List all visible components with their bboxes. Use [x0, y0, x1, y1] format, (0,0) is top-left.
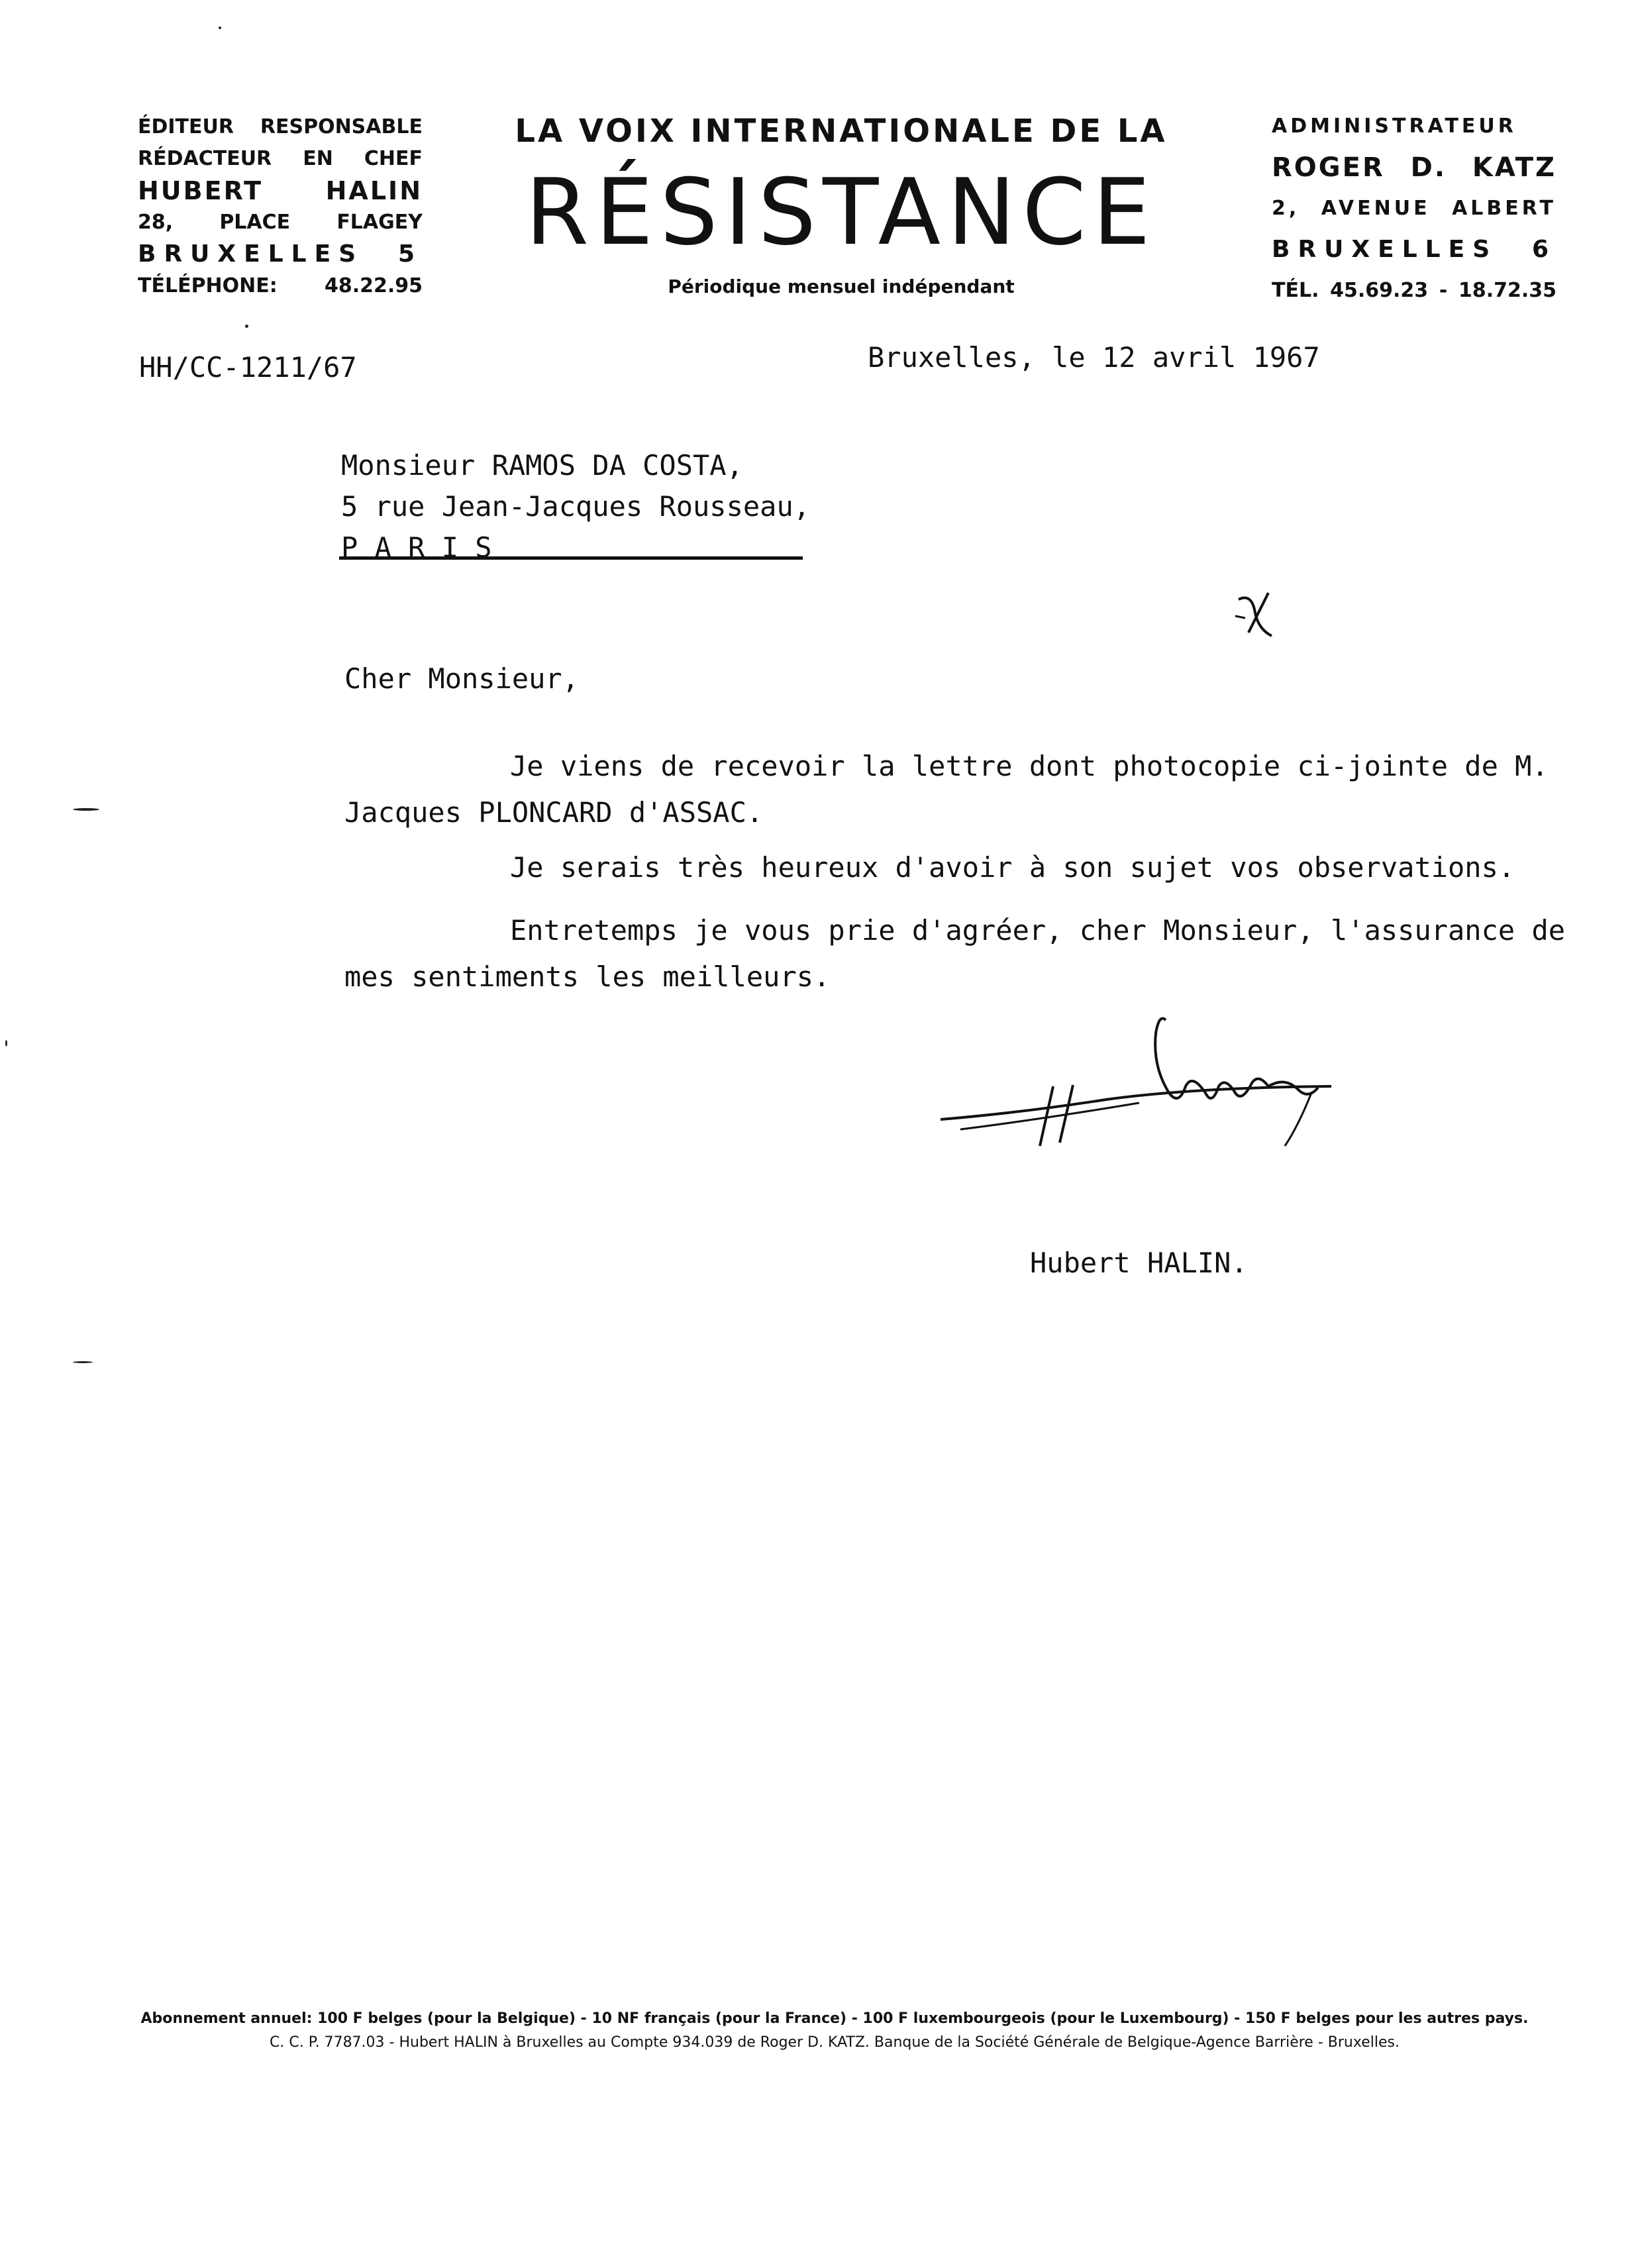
masthead-subtitle: Périodique mensuel indépendant	[668, 276, 1015, 297]
masthead-tagline: LA VOIX INTERNATIONALE DE LA	[515, 113, 1168, 150]
footer-bank-details: C. C. P. 7787.03 - Hubert HALIN à Bruxelles au Compte 934.039 de Roger D. KATZ. Banque de la Société Générale de Belgique-Agence Barrière - Bruxelles.	[270, 2034, 1400, 2051]
handwritten-x-mark	[1232, 586, 1278, 639]
salutation: Cher Monsieur,	[344, 662, 580, 695]
publisher-block	[138, 111, 423, 302]
signatory-name: Hubert HALIN.	[1030, 1247, 1248, 1279]
recipient-address	[341, 445, 810, 568]
publisher-phone: TÉLÉPHONE: 48.22.95	[138, 274, 423, 297]
recipient-name: Monsieur RAMOS DA COSTA,	[341, 449, 743, 482]
paragraph-3-line-2: mes sentiments les meilleurs.	[344, 960, 831, 993]
paragraph-1-line-1: Je viens de recevoir la lettre dont photocopie ci-jointe de M.	[510, 750, 1549, 782]
recipient-street: 5 rue Jean-Jacques Rousseau,	[341, 490, 811, 523]
publisher-name: HUBERT HALIN	[138, 176, 423, 205]
administrator-block	[1272, 106, 1556, 311]
scan-speck	[73, 808, 99, 811]
publisher-city: BRUXELLES 5	[138, 240, 423, 268]
masthead-title: RÉSISTANCE	[525, 159, 1157, 266]
letter-date: Bruxelles, le 12 avril 1967	[868, 341, 1320, 374]
scan-speck	[245, 325, 248, 328]
handwritten-signature	[941, 1013, 1351, 1166]
address-underline	[339, 556, 803, 560]
publisher-role: ÉDITEUR RESPONSABLE	[138, 115, 423, 138]
administrator-name: ROGER D. KATZ	[1272, 152, 1556, 183]
administrator-street: 2, AVENUE ALBERT	[1272, 197, 1556, 220]
administrator-phone: TÉL. 45.69.23 - 18.72.35	[1272, 279, 1556, 302]
recipient-city: P A R I S	[341, 531, 492, 564]
paragraph-3-line-1: Entretemps je vous prie d'agréer, cher Monsieur, l'assurance de	[510, 914, 1566, 947]
footer-subscription-rates: Abonnement annuel: 100 F belges (pour la Belgique) - 10 NF français (pour la France) - 100 F luxembourgeois (pour le Luxembourg) - 150 F belges pour les autres pays.	[140, 2010, 1529, 2027]
subscription-footer	[99, 2007, 1570, 2055]
editor-role: RÉDACTEUR EN CHEF	[138, 147, 423, 170]
scan-speck	[73, 1361, 93, 1363]
paragraph-1-line-2: Jacques PLONCARD d'ASSAC.	[344, 796, 764, 829]
masthead-block	[484, 113, 1199, 297]
letter-reference: HH/CC-1211/67	[139, 351, 357, 384]
paragraph-2: Je serais très heureux d'avoir à son sujet vos observations.	[510, 851, 1515, 884]
scan-speck	[219, 26, 221, 29]
publisher-street: 28, PLACE FLAGEY	[138, 211, 423, 234]
administrator-role: ADMINISTRATEUR	[1272, 115, 1517, 138]
administrator-city: BRUXELLES 6	[1272, 236, 1556, 263]
scan-speck	[5, 1040, 7, 1047]
